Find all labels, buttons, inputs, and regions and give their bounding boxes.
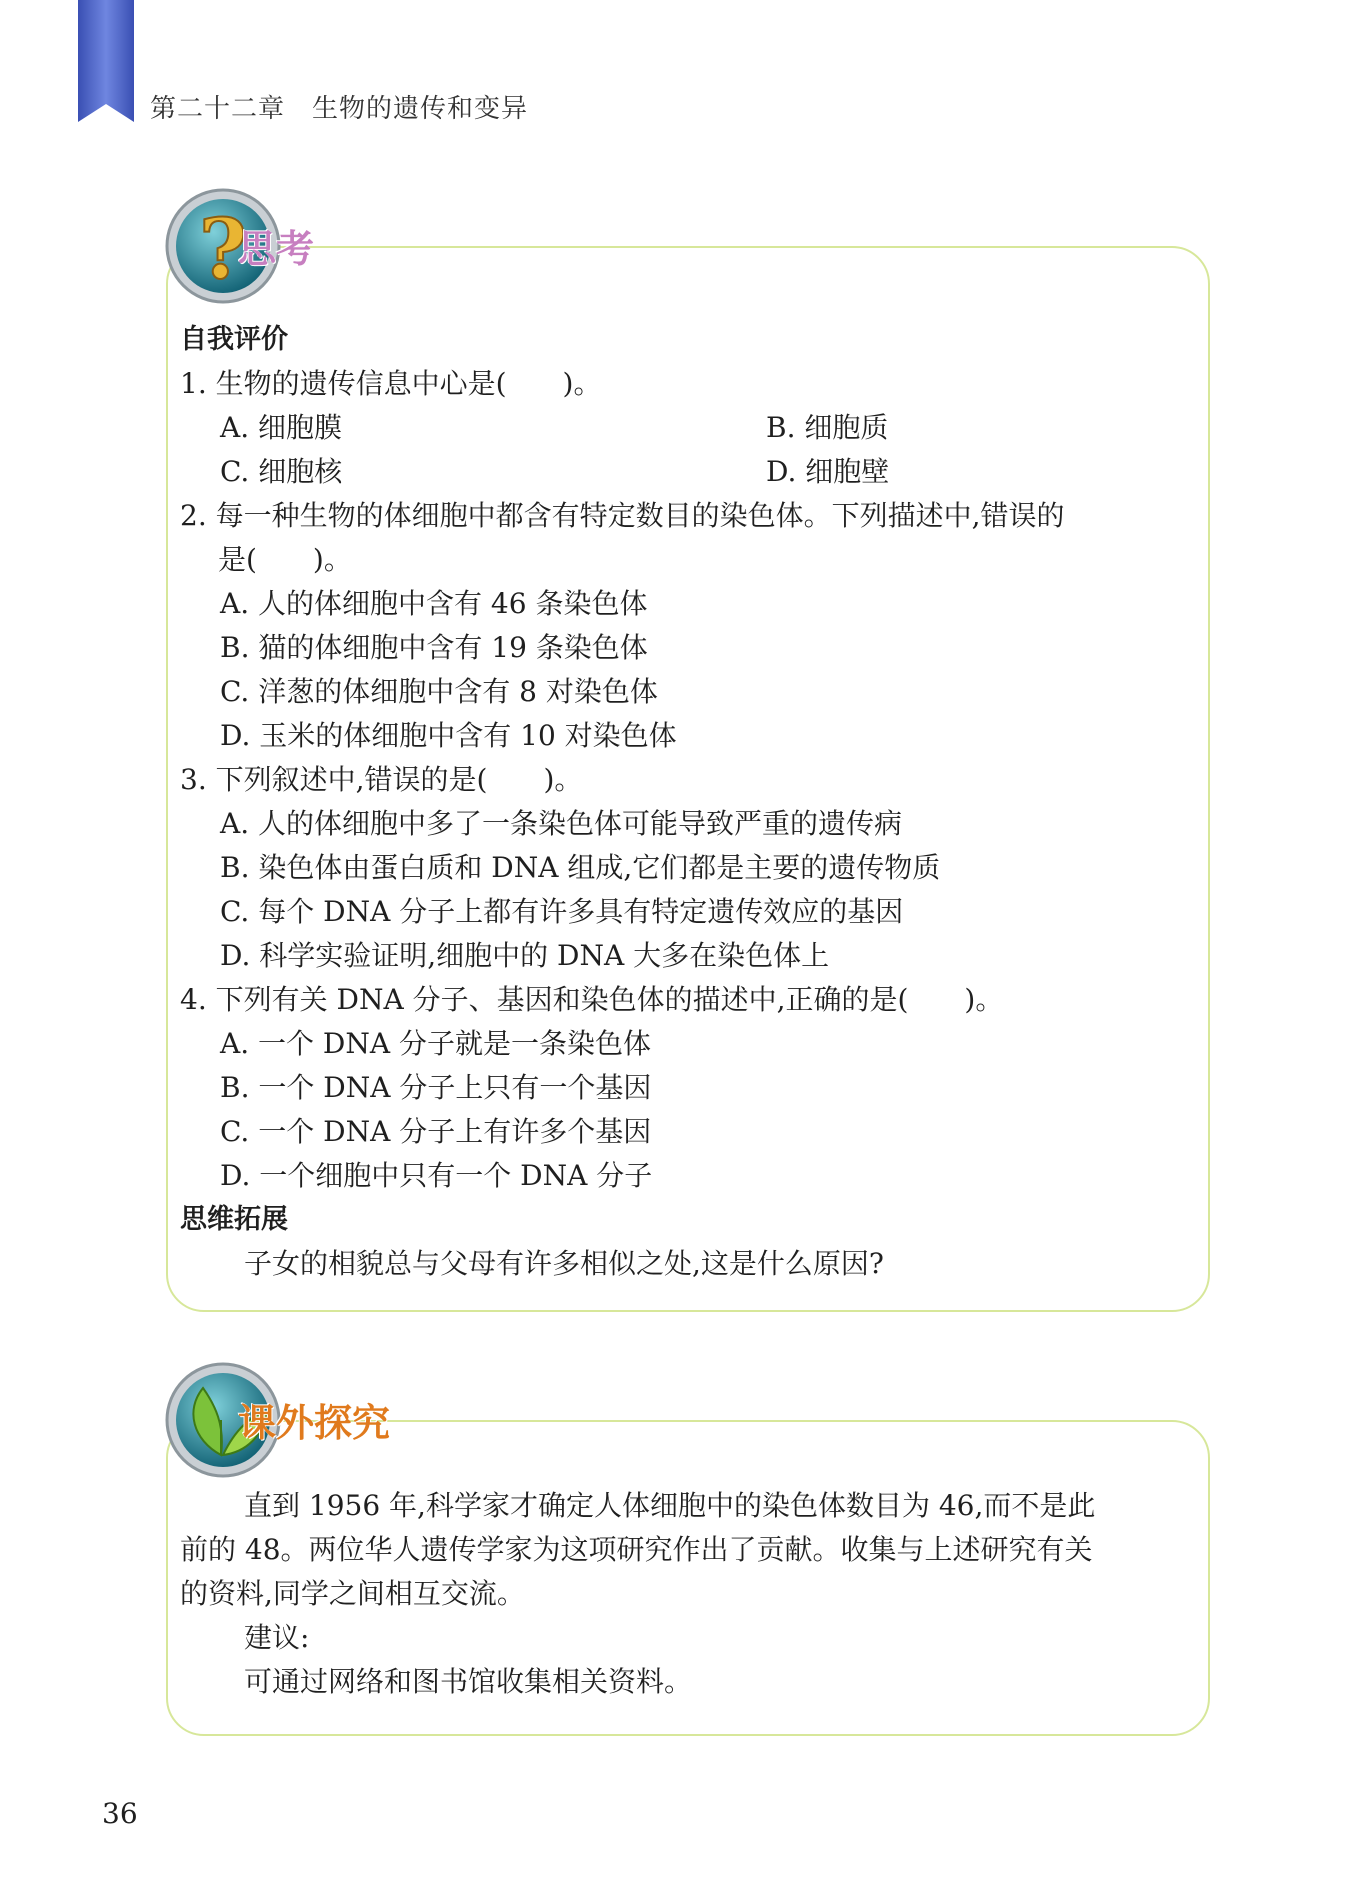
q4-option-c: C. 一个 DNA 分子上有许多个基因 <box>220 1115 652 1148</box>
extend-heading: 思维拓展 <box>180 1204 288 1235</box>
chapter-number: 第二十二章 <box>150 94 286 124</box>
page-number: 36 <box>102 1797 138 1830</box>
q2-option-a: A. 人的体细胞中含有 46 条染色体 <box>220 587 648 620</box>
explore-title: 课外探究 <box>238 1401 391 1445</box>
q2-option-d: D. 玉米的体细胞中含有 10 对染色体 <box>220 719 677 752</box>
question-3: 3. 下列叙述中,错误的是( )。 <box>180 763 583 796</box>
self-eval-heading: 自我评价 <box>180 324 288 355</box>
suggestion-label: 建议: <box>244 1621 310 1654</box>
q3-option-d: D. 科学实验证明,细胞中的 DNA 大多在染色体上 <box>220 939 830 972</box>
q3-option-a: A. 人的体细胞中多了一条染色体可能导致严重的遗传病 <box>220 807 903 840</box>
think-title: 思考 <box>238 227 315 271</box>
suggestion-text: 可通过网络和图书馆收集相关资料。 <box>244 1665 693 1698</box>
q1-options-row2 <box>180 450 1200 494</box>
q4-option-d: D. 一个细胞中只有一个 DNA 分子 <box>220 1159 653 1192</box>
explore-para-line3: 的资料,同学之间相互交流。 <box>180 1577 525 1610</box>
svg-text:?: ? <box>198 202 248 298</box>
explore-para-line1: 直到 1956 年,科学家才确定人体细胞中的染色体数目为 46,而不是此 <box>244 1489 1096 1522</box>
q1-option-b: B. 细胞质 <box>766 411 889 444</box>
think-content <box>180 318 1200 1286</box>
chapter-title: 生物的遗传和变异 <box>312 94 529 124</box>
q3-option-c: C. 每个 DNA 分子上都有许多具有特定遗传效应的基因 <box>220 895 904 928</box>
q1-option-c: C. 细胞核 <box>220 455 343 488</box>
q4-option-b: B. 一个 DNA 分子上只有一个基因 <box>220 1071 652 1104</box>
extend-question: 子女的相貌总与父母有许多相似之处,这是什么原因? <box>244 1247 884 1280</box>
question-4: 4. 下列有关 DNA 分子、基因和染色体的描述中,正确的是( )。 <box>180 983 1004 1016</box>
question-2: 2. 每一种生物的体细胞中都含有特定数目的染色体。下列描述中,错误的 <box>180 499 1065 532</box>
q1-option-a: A. 细胞膜 <box>220 411 343 444</box>
q2-option-c: C. 洋葱的体细胞中含有 8 对染色体 <box>220 675 658 708</box>
explore-para-line2: 前的 48。两位华人遗传学家为这项研究作出了贡献。收集与上述研究有关 <box>180 1533 1093 1566</box>
q3-option-b: B. 染色体由蛋白质和 DNA 组成,它们都是主要的遗传物质 <box>220 851 941 884</box>
q1-option-d: D. 细胞壁 <box>766 455 890 488</box>
question-2-cont: 是( )。 <box>218 543 352 576</box>
q2-option-b: B. 猫的体细胞中含有 19 条染色体 <box>220 631 648 664</box>
question-1: 1. 生物的遗传信息中心是( )。 <box>180 367 602 400</box>
q4-option-a: A. 一个 DNA 分子就是一条染色体 <box>220 1027 651 1060</box>
chapter-header <box>150 88 528 125</box>
explore-content <box>180 1484 1200 1704</box>
q1-options-row1 <box>180 406 1200 450</box>
chapter-ribbon-bookmark <box>78 0 134 122</box>
